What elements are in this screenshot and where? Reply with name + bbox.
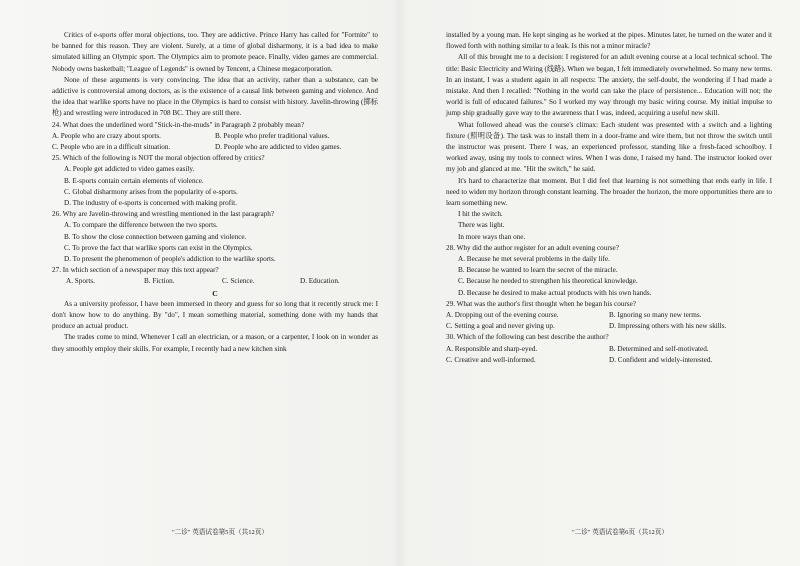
option: C. Science.: [222, 277, 255, 286]
paragraph: What followed ahead was the course's climax: Each student was presented with a switch and a lighting fixture (照明设备). The task was to install them in a door-frame and wire them, but not throw the switch until the instructor was present. There I was, an experienced professor, standing like a fresh-faced schoolboy. I worked away, using my tools to connect wires. When I was done, I raised my hand. The instructor looked over my job and glanced at me. "Hit the switch," he said.: [446, 120, 772, 174]
paragraph: C. To prove the fact that warlike sports can exist in the Olympics.: [64, 243, 253, 252]
paragraph: All of this brought me to a decision: I registered for an adult evening course at a local technical school. The title: Basic Electricity and Wiring (线路). When we began, I felt immediately overwhelmed. So many new terms. In an instant, I was a student again in all respects: The anxiety, the self-doubt, the wondering if I had made a mistake. And then I recalled: "Nothing in the world can take the place of persistence... Education will not; the world is full of educated failures." So I worked my way through my basic wiring course. My initial impulse to jump ship gradually gave way to the awareness that I was, indeed, acquiring a useful new skill.: [446, 53, 772, 118]
option: D. People who are addicted to video games.: [215, 143, 342, 152]
option: D. Education.: [300, 277, 340, 286]
paragraph: installed by a young man. He kept singing as he worked at the pipes. Minutes later, he turned on the water and it flowed forth with nothing similar to a leak. Is this not a minor miracle?: [446, 31, 772, 51]
option: D. Impressing others with his new skills.: [609, 322, 727, 331]
option: A. Responsible and sharp-eyed.: [446, 344, 538, 353]
paragraph: B. To show the close connection between gaming and violence.: [64, 232, 247, 241]
paragraph: None of these arguments is very convincing. The idea that an activity, rather than a substance, can be addictive is controversial among doctors, as is the existence of a causal link between gaming and violence. And the idea that warlike sports have no place in the Olympics is hard to consist with history. Javelin-throwing (掷标枪) and wrestling were introduced in 708 BC. They are still there.: [52, 75, 378, 118]
right-column: [446, 30, 772, 366]
option-row: [446, 355, 772, 366]
paragraph: Critics of e-sports offer moral objections, too. They are addictive. Prince Harry has called for "Fortnite" to be banned for this reason. They are violent. Surely, at a time of global disharmony, it is a bad idea to make simulated killing an Olympic sport. The Olympics aim to promote peace. Finally, video games are commercial. Nobody owns basketball; "League of Legends" is owned by Tencent, a Chinese megacorporation.: [52, 31, 378, 73]
option-row: [446, 321, 772, 332]
paragraph: C. Global disharmony arises from the popularity of e-sports.: [64, 187, 238, 196]
question: 24. What does the underlined word "Stick-in-the-muds" in Paragraph 2 probably mean?: [52, 120, 305, 129]
question: 29. What was the author's first thought when he began his course?: [446, 299, 636, 308]
option: B. People who prefer traditional values.: [215, 131, 330, 140]
footer-left: "二诊" 英语试卷第5页（共12页）: [171, 529, 269, 536]
paragraph: A. Because he met several problems in the daily life.: [458, 255, 610, 264]
paragraph: D. Because he desired to make actual products with his own hands.: [458, 288, 652, 297]
option: C. People who are in a difficult situation.: [52, 143, 171, 152]
paragraph: A. To compare the difference between the two sports.: [64, 221, 218, 230]
option: B. Ignoring so many new terms.: [609, 311, 702, 320]
question: 27. In which section of a newspaper may this text appear?: [52, 266, 219, 275]
section-label: C: [212, 288, 218, 298]
footer-right: "二诊" 英语试卷第6页（共12页）: [571, 529, 669, 536]
paragraph: As a university professor, I have been immersed in theory and guess for so long that it recently struck me: I don't know how to do anything. By "do", I mean something material, something done with my hands that produce an actual product.: [52, 299, 378, 331]
option: C. Setting a goal and never giving up.: [446, 322, 555, 331]
paragraph: In more ways than one.: [458, 232, 526, 241]
question: 25. Which of the following is NOT the moral objection offered by critics?: [52, 154, 265, 163]
paragraph: D. The industry of e-sports is concerned with making profit.: [64, 199, 237, 208]
option: A. Dropping out of the evening course.: [446, 311, 559, 320]
paragraph: I hit the switch.: [458, 210, 503, 219]
paragraph: D. To present the phenomenon of people's addiction to the warlike sports.: [64, 255, 276, 264]
paragraph: B. Because he wanted to learn the secret of the miracle.: [458, 266, 618, 275]
option: D. Confident and widely-interested.: [609, 355, 713, 364]
question: 30. Which of the following can best describe the author?: [446, 333, 609, 342]
option: B. Determined and self-motivated.: [609, 344, 709, 353]
option-row: [52, 131, 378, 142]
left-column: [52, 30, 378, 355]
paragraph: C. Because he needed to strengthen his theoretical knowledge.: [458, 277, 638, 286]
paragraph: The trades come to mind. Whenever I call an electrician, or a mason, or a carpenter, I look on in wonder as they smoothly employ their skills. For example, I recently had a new kitchen sink: [52, 333, 378, 353]
paragraph: B. E-sports contain certain elements of violence.: [64, 176, 204, 185]
paragraph: There was light.: [458, 221, 505, 230]
option: C. Creative and well-informed.: [446, 355, 536, 364]
option-row: [446, 310, 772, 321]
question: 28. Why did the author register for an adult evening course?: [446, 243, 619, 252]
option: A. Sports.: [66, 277, 95, 286]
paragraph: A. People get addicted to video games easily.: [64, 165, 195, 174]
paragraph: It's hard to characterize that moment. But I did feel that learning is not something that ends early in life. I need to widen my horizon through constant learning. The broader the horizon, the more opportunities there are to learn something new.: [446, 176, 772, 208]
option-row: [52, 276, 378, 287]
question: 26. Why are Javelin-throwing and wrestling mentioned in the last paragraph?: [52, 210, 275, 219]
option: B. Fiction.: [144, 277, 175, 286]
option-row: [446, 344, 772, 355]
option-row: [52, 142, 378, 153]
option: A. People who are crazy about sports.: [52, 131, 161, 140]
